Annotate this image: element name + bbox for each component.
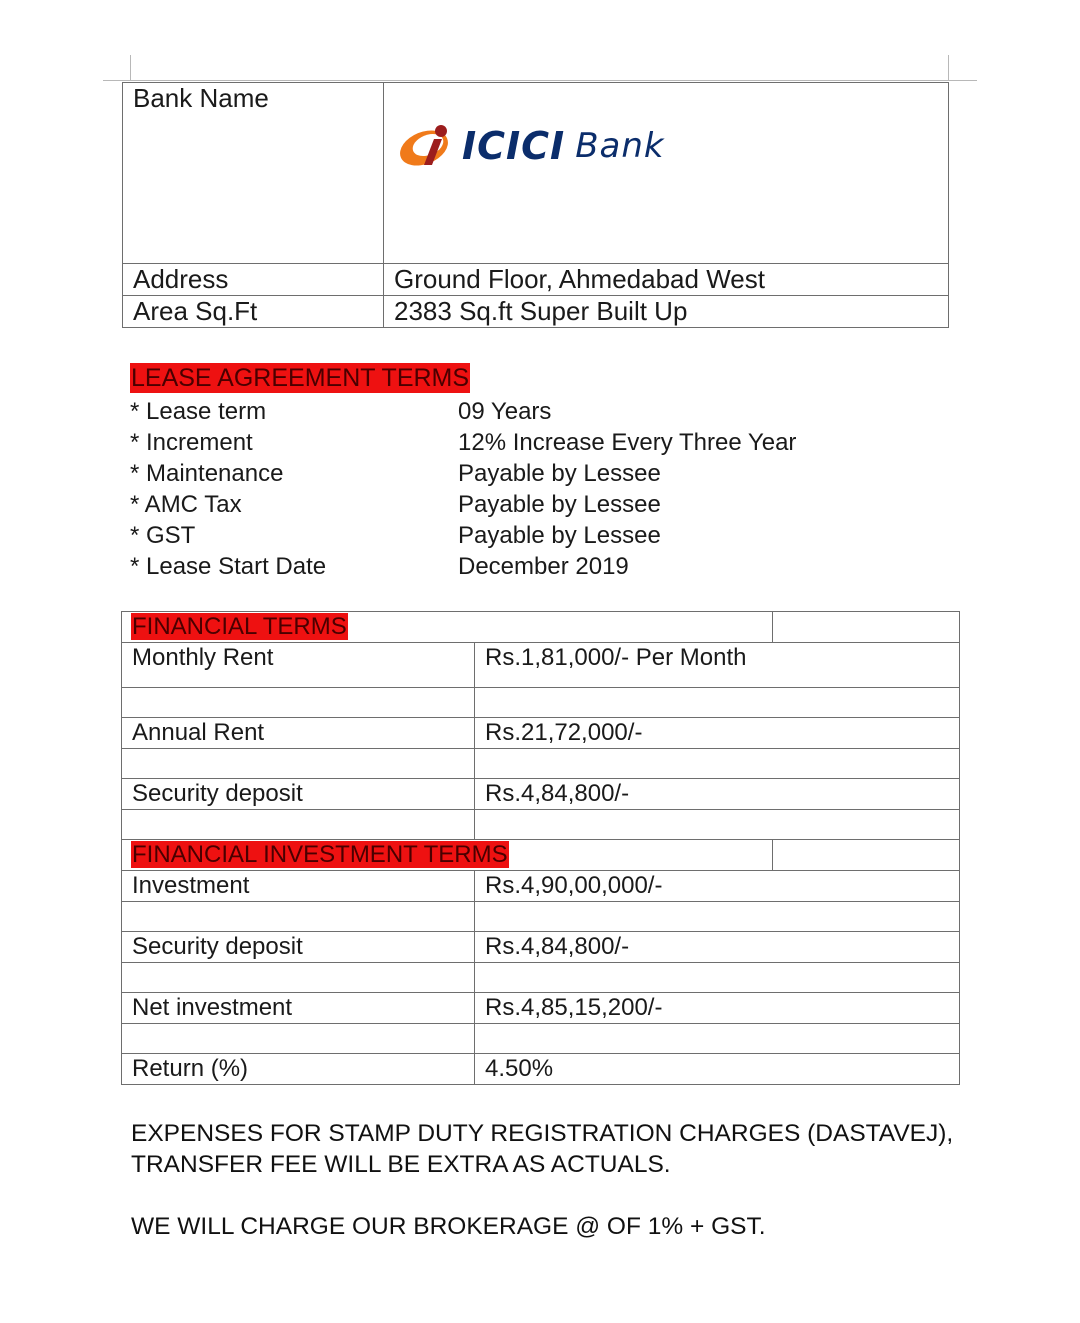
return-value: 4.50% [475, 1054, 960, 1085]
icici-bank-logo [396, 123, 938, 169]
investment-value: Rs.4,90,00,000/- [475, 871, 960, 902]
financial-terms-heading-row [122, 612, 960, 643]
maintenance-value: Payable by Lessee [458, 460, 661, 487]
increment-row [130, 427, 796, 458]
financial-terms-heading: FINANCIAL TERMS [132, 613, 347, 640]
area-value-cell [384, 296, 949, 328]
net-investment-value: Rs.4,85,15,200/- [475, 993, 960, 1024]
increment-label: * Increment [130, 429, 253, 456]
gst-row [130, 520, 796, 551]
security-deposit-label: Security deposit [122, 779, 475, 810]
return-label: Return (%) [122, 1054, 475, 1085]
expenses-line-2: TRANSFER FEE WILL BE EXTRA AS ACTUALS. [131, 1151, 671, 1178]
security-deposit-row [122, 779, 960, 810]
page-guide-right [948, 55, 949, 80]
amc-tax-value: Payable by Lessee [458, 491, 661, 518]
expenses-line-1: EXPENSES FOR STAMP DUTY REGISTRATION CHARGES (DASTAVEJ), [131, 1120, 954, 1147]
spacer-row [122, 810, 960, 840]
financial-table [121, 611, 960, 1085]
return-row [122, 1054, 960, 1085]
net-investment-row [122, 993, 960, 1024]
spacer-row [122, 1024, 960, 1054]
bank-info-table [122, 82, 949, 328]
investment-label: Investment [122, 871, 475, 902]
annual-rent-value: Rs.21,72,000/- [475, 718, 960, 749]
annual-rent-label: Annual Rent [122, 718, 475, 749]
investment-terms-heading-row [122, 840, 960, 871]
lease-term-row [130, 396, 796, 427]
lease-term-label: * Lease term [130, 398, 267, 425]
investment-security-deposit-label: Security deposit [122, 932, 475, 963]
address-label-cell [123, 264, 384, 296]
investment-terms-heading: FINANCIAL INVESTMENT TERMS [132, 841, 508, 868]
bank-name-label-cell [123, 83, 384, 264]
annual-rent-row [122, 718, 960, 749]
lease-start-date-value: December 2019 [458, 553, 629, 580]
investment-security-deposit-row [122, 932, 960, 963]
spacer-row [122, 902, 960, 932]
logo-bank-word: Bank [575, 125, 665, 166]
lease-terms-heading: LEASE AGREEMENT TERMS [131, 364, 470, 392]
amc-tax-row [130, 489, 796, 520]
area-label-cell [123, 296, 384, 328]
spacer-row [122, 749, 960, 779]
monthly-rent-value: Rs.1,81,000/- Per Month [475, 643, 960, 688]
gst-value: Payable by Lessee [458, 522, 661, 549]
net-investment-label: Net investment [122, 993, 475, 1024]
page-guide-left [130, 55, 131, 80]
notes-section [131, 1118, 1031, 1273]
security-deposit-value: Rs.4,84,800/- [475, 779, 960, 810]
bank-logo-cell [384, 83, 949, 264]
expenses-note [131, 1118, 1031, 1180]
address-label: Address [133, 264, 229, 294]
lease-start-date-row [130, 551, 796, 582]
bank-name-label: Bank Name [133, 83, 269, 113]
monthly-rent-label: Monthly Rent [122, 643, 475, 688]
address-value-cell [384, 264, 949, 296]
lease-terms-list [130, 396, 796, 582]
investment-security-deposit-value: Rs.4,84,800/- [475, 932, 960, 963]
spacer-row [122, 688, 960, 718]
maintenance-row [130, 458, 796, 489]
amc-tax-label: * AMC Tax [130, 491, 242, 518]
page-guide-top [103, 80, 977, 81]
address-value: Ground Floor, Ahmedabad West [394, 264, 765, 294]
monthly-rent-row [122, 643, 960, 688]
maintenance-label: * Maintenance [130, 460, 284, 487]
area-label: Area Sq.Ft [133, 296, 258, 326]
heading-empty-cell [773, 840, 960, 871]
brokerage-note: WE WILL CHARGE OUR BROKERAGE @ OF 1% + GST. [131, 1213, 766, 1240]
investment-row [122, 871, 960, 902]
gst-label: * GST [130, 522, 196, 549]
lease-start-date-label: * Lease Start Date [130, 553, 327, 580]
increment-value: 12% Increase Every Three Year [458, 429, 797, 456]
logo-wordmark: ICICI [462, 123, 566, 168]
icici-emblem-icon [396, 123, 458, 169]
lease-term-value: 09 Years [458, 398, 552, 425]
heading-empty-cell [773, 612, 960, 643]
area-value: 2383 Sq.ft Super Built Up [394, 296, 688, 326]
spacer-row [122, 963, 960, 993]
